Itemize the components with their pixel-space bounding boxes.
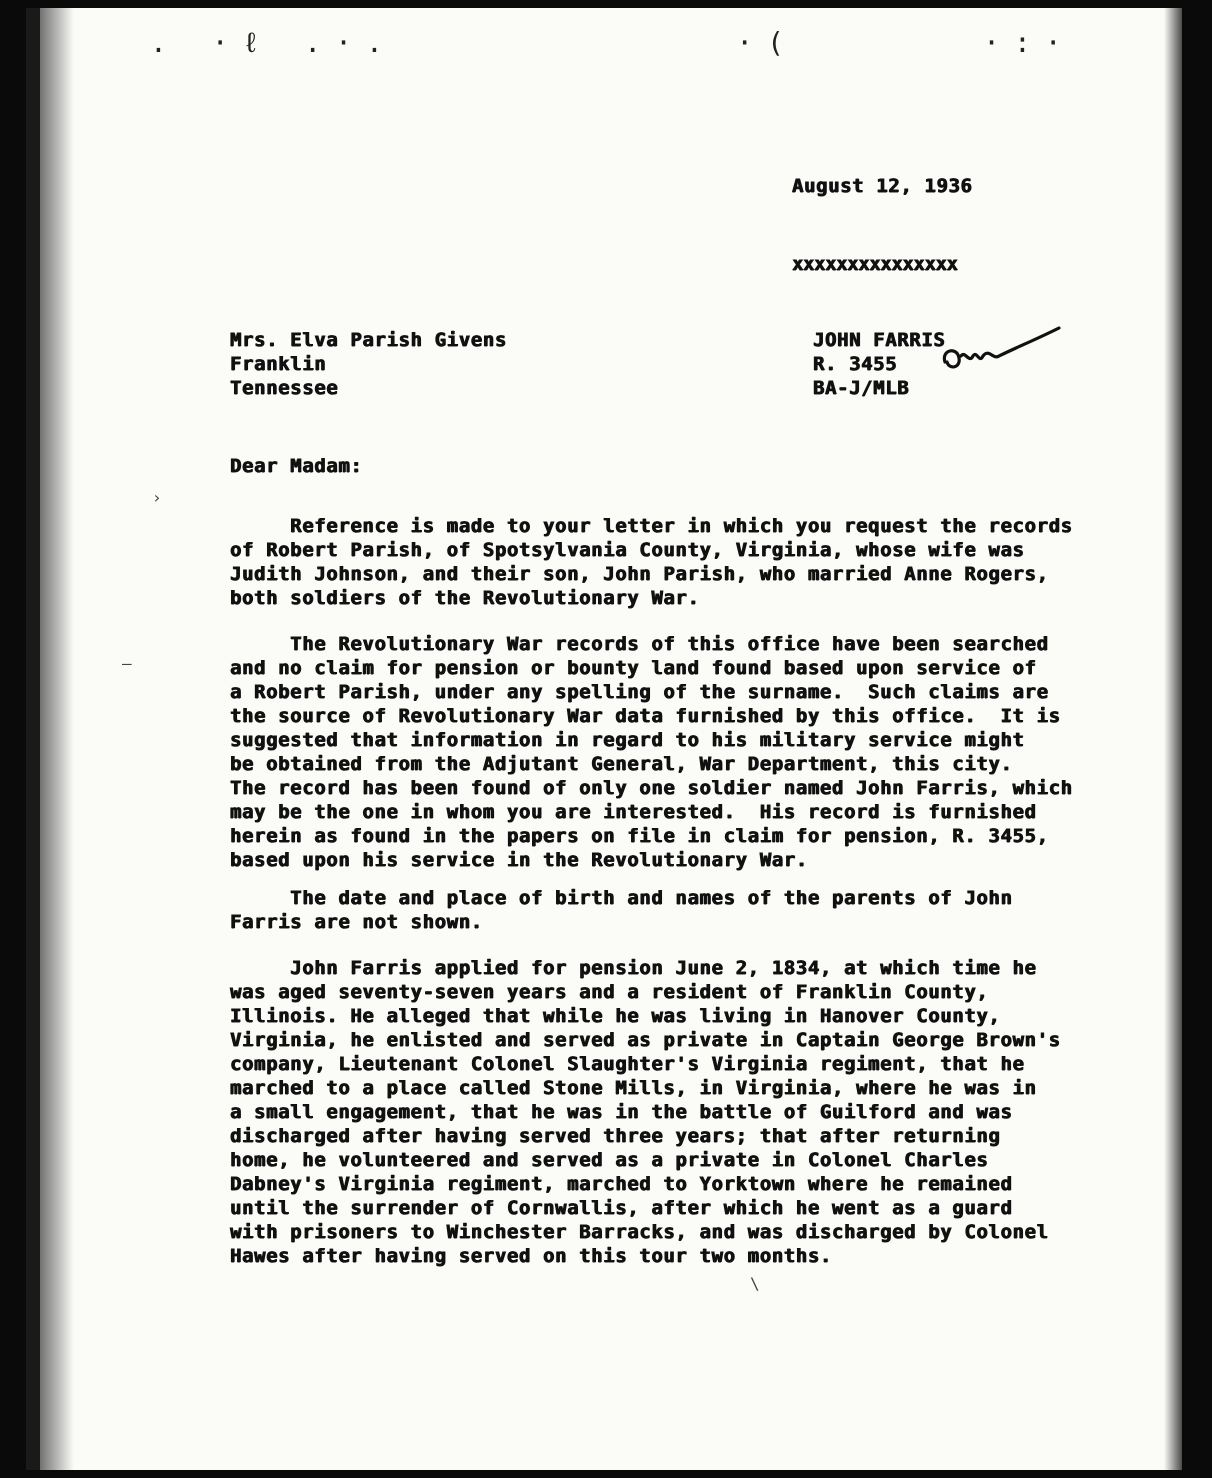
salutation: Dear Madam: [230,455,363,477]
paragraph-search-results: The Revolutionary War records of this office have been searched and no claim for pension or bounty land found based upon service of a Robert Parish, under any spelling of the surname. Such claims are the source of Revolutionary War data furnished by this office. It is suggested that information in regard to his military service might be obtained from the Adjutant General, War Department, this city. The record has been found of only one soldier named John Farris, which may be the one in whom you are interested. His record is furnished herein as found in the papers on file in claim for pension, R. 3455, based upon his service in the Revolutionary War. [230,633,1073,871]
addressee-name: Mrs. Elva Parish Givens [230,329,507,351]
reference-initials: BA-J/MLB [813,377,910,399]
addressee-city: Franklin [230,353,327,375]
letter-date: August 12, 1936 [792,175,973,197]
page-shadow-left [40,8,74,1470]
struck-out-line: xxxxxxxxxxxxxxx [792,253,958,275]
reference-name: JOHN FARRIS [813,329,946,351]
reference-claim-number: R. 3455 [813,353,898,375]
page-edge-right [1164,8,1182,1470]
paragraph-reference: Reference is made to your letter in which you request the records of Robert Parish, of Spotsylvania County, Virginia, whose wife was Judith Johnson, and their son, John Parish, who married Anne Rogers, both soldiers of the Revolutionary War. [230,515,1073,609]
addressee-state: Tennessee [230,377,339,399]
margin-mark: — [122,654,132,673]
margin-mark: › [152,488,162,507]
reference-block [813,328,945,400]
top-smudge-marks: . ·ℓ .·. ·( ·:· [150,26,1076,59]
addressee-block [230,328,507,400]
paragraph-birth-info: The date and place of birth and names of the parents of John Farris are not shown. [230,887,1013,933]
handwritten-initials-signature [935,320,1065,380]
margin-mark: \ [750,1274,760,1293]
letter-page [26,8,1182,1470]
paragraph-service-record: John Farris applied for pension June 2, 1834, at which time he was aged seventy-seven years and a resident of Franklin County, Illinois. He alleged that while he was living in Hanover County, Virginia, he enlisted and served as private in Captain George Brown's company, Lieutenant Colonel Slaughter's Virginia regiment, that he marched to a place called Stone Mills, in Virginia, where he was in a small engagement, that he was in the battle of Guilford and was discharged after having served three years; that after returning home, he volunteered and served as a private in Colonel Charles Dabney's Virginia regiment, marched to Yorktown where he remained until the surrender of Cornwallis, after which he went as a guard with prisoners to Winchester Barracks, and was discharged by Colonel Hawes after having served on this tour two months. [230,957,1061,1267]
